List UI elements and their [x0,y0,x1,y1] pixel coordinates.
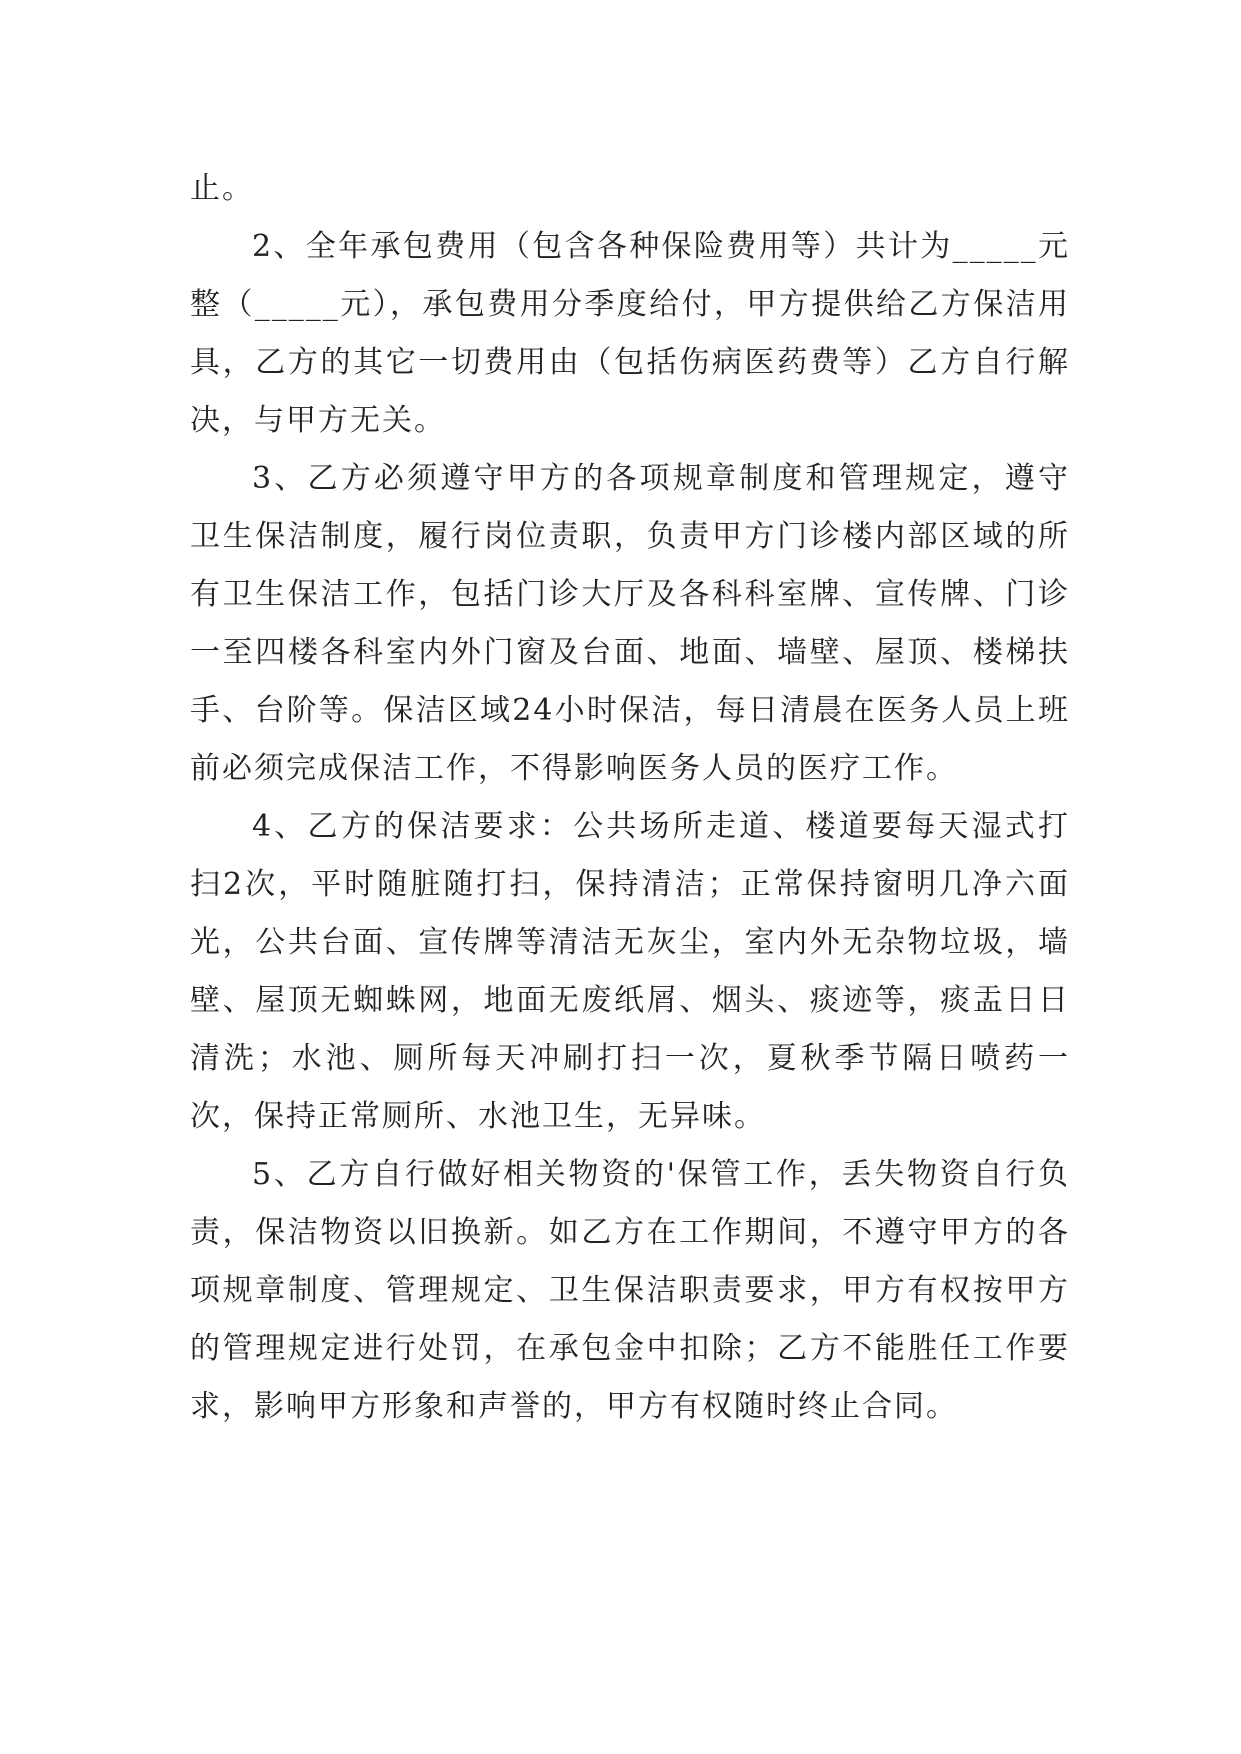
paragraph-clause-2: 2、全年承包费用（包含各种保险费用等）共计为_____元整（_____元），承包费用分季度给付，甲方提供给乙方保洁用具，乙方的其它一切费用由（包括伤病医药费等）乙方自行解决，与甲方无关。 [190,229,1070,438]
paragraph-clause-5: 5、乙方自行做好相关物资的'保管工作，丢失物资自行负责，保洁物资以旧换新。如乙方在工作期间，不遵守甲方的各项规章制度、管理规定、卫生保洁职责要求，甲方有权按甲方的管理规定进行处罚，在承包金中扣除；乙方不能胜任工作要求，影响甲方形象和声誉的，甲方有权随时终止合同。 [190,1157,1070,1424]
paragraph-continuation: 止。 [190,171,254,206]
paragraph-clause-3: 3、乙方必须遵守甲方的各项规章制度和管理规定，遵守卫生保洁制度，履行岗位责职，负责甲方门诊楼内部区域的所有卫生保洁工作，包括门诊大厅及各科科室牌、宣传牌、门诊一至四楼各科室内外门窗及台面、地面、墙壁、屋顶、楼梯扶手、台阶等。保洁区域24小时保洁，每日清晨在医务人员上班前必须完成保洁工作，不得影响医务人员的医疗工作。 [190,461,1070,786]
paragraph-clause-4: 4、乙方的保洁要求：公共场所走道、楼道要每天湿式打扫2次，平时随脏随打扫，保持清洁；正常保持窗明几净六面光，公共台面、宣传牌等清洁无灰尘，室内外无杂物垃圾，墙壁、屋顶无蜘蛛网，地面无废纸屑、烟头、痰迹等，痰盂日日清洗；水池、厕所每天冲刷打扫一次，夏秋季节隔日喷药一次，保持正常厕所、水池卫生，无异味。 [190,809,1070,1134]
document-body [190,160,1070,1436]
